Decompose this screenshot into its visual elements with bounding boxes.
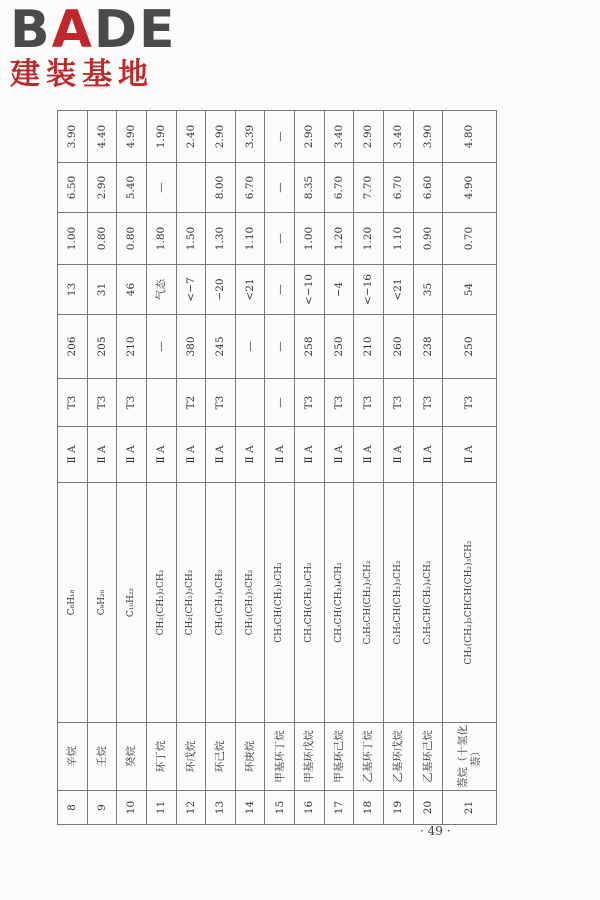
row-number-cell: 20 <box>413 791 443 825</box>
explosion-class-cell: Ⅱ A <box>443 427 497 483</box>
chemical-formula-cell: CH₂(CH₂)₅CH₂ <box>235 483 265 723</box>
explosion-class-cell: Ⅱ A <box>413 427 443 483</box>
rotated-table-container <box>57 111 497 825</box>
substance-name-cell: 乙基环戊烷 <box>384 723 414 791</box>
vapor-density-cell: — <box>265 111 295 163</box>
ignition-temp-cell: 238 <box>413 315 443 379</box>
substance-name-cell: 壬烷 <box>87 723 117 791</box>
row-number-cell: 12 <box>176 791 206 825</box>
explosion-class-cell: Ⅱ A <box>324 427 354 483</box>
explosion-class-cell: Ⅱ A <box>354 427 384 483</box>
vapor-density-cell: 4.80 <box>443 111 497 163</box>
temperature-group-cell <box>146 379 176 427</box>
lower-limit-cell: 1.00 <box>58 213 88 265</box>
explosion-class-cell: Ⅱ A <box>235 427 265 483</box>
chemical-formula-cell: CH₃CH(CH₂)₄CH₂ <box>324 483 354 723</box>
ignition-temp-cell: — <box>235 315 265 379</box>
upper-limit-cell: 6.60 <box>413 163 443 213</box>
table-row <box>87 111 117 825</box>
row-number-cell: 15 <box>265 791 295 825</box>
vapor-density-cell: 2.40 <box>176 111 206 163</box>
substance-name-cell: 萘烷（十氢化萘） <box>443 723 497 791</box>
chemical-formula-cell: C₈H₁₈ <box>58 483 88 723</box>
explosion-class-cell: Ⅱ A <box>87 427 117 483</box>
flash-point-cell: 35 <box>413 265 443 315</box>
vapor-density-cell: 3.39 <box>235 111 265 163</box>
flash-point-cell: −4 <box>324 265 354 315</box>
temperature-group-cell: T2 <box>176 379 206 427</box>
temperature-group-cell: T3 <box>384 379 414 427</box>
flash-point-cell: 气态 <box>146 265 176 315</box>
lower-limit-cell: 1.30 <box>206 213 236 265</box>
row-number-cell: 11 <box>146 791 176 825</box>
upper-limit-cell <box>176 163 206 213</box>
logo-brand: BADE <box>10 0 177 60</box>
substance-name-cell: 环丁烷 <box>146 723 176 791</box>
explosion-class-cell: Ⅱ A <box>58 427 88 483</box>
row-number-cell: 10 <box>117 791 147 825</box>
vapor-density-cell: 3.40 <box>384 111 414 163</box>
ignition-temp-cell: — <box>265 315 295 379</box>
table-row <box>295 111 325 825</box>
explosion-class-cell: Ⅱ A <box>265 427 295 483</box>
vapor-density-cell: 2.90 <box>354 111 384 163</box>
substance-name-cell: 乙基环丁烷 <box>354 723 384 791</box>
table-row <box>206 111 236 825</box>
lower-limit-cell: 1.50 <box>176 213 206 265</box>
table-row <box>176 111 206 825</box>
flash-point-cell: −20 <box>206 265 236 315</box>
chemical-formula-cell: C₂H₅CH(CH₂)₄CH₂ <box>413 483 443 723</box>
table-row <box>324 111 354 825</box>
upper-limit-cell: 6.70 <box>384 163 414 213</box>
upper-limit-cell: 8.35 <box>295 163 325 213</box>
substance-name-cell: 辛烷 <box>58 723 88 791</box>
substance-name-cell: 环庚烷 <box>235 723 265 791</box>
row-number-cell: 19 <box>384 791 414 825</box>
lower-limit-cell: 0.80 <box>87 213 117 265</box>
lower-limit-cell: 1.20 <box>354 213 384 265</box>
ignition-temp-cell: 205 <box>87 315 117 379</box>
lower-limit-cell: 1.10 <box>235 213 265 265</box>
chemical-formula-cell: CH₂(CH₂)₂CH₂ <box>146 483 176 723</box>
lower-limit-cell: 1.20 <box>324 213 354 265</box>
ignition-temp-cell: 250 <box>443 315 497 379</box>
flash-point-cell: 31 <box>87 265 117 315</box>
substance-name-cell: 甲基环丁烷 <box>265 723 295 791</box>
page-number: · 49 · <box>420 824 451 838</box>
chemical-formula-cell: CH₂(CH₂)₃CH₂ <box>176 483 206 723</box>
lower-limit-cell: 1.10 <box>384 213 414 265</box>
vapor-density-cell: 4.40 <box>87 111 117 163</box>
upper-limit-cell: 2.90 <box>87 163 117 213</box>
temperature-group-cell: — <box>265 379 295 427</box>
row-number-cell: 17 <box>324 791 354 825</box>
ignition-temp-cell: 260 <box>384 315 414 379</box>
ignition-temp-cell: 250 <box>324 315 354 379</box>
substance-name-cell: 甲基环戊烷 <box>295 723 325 791</box>
vapor-density-cell: 3.90 <box>58 111 88 163</box>
temperature-group-cell <box>235 379 265 427</box>
vapor-density-cell: 1.90 <box>146 111 176 163</box>
upper-limit-cell: 4.90 <box>443 163 497 213</box>
chemical-formula-cell: CH₃CH(CH₂)₃CH₂ <box>295 483 325 723</box>
vapor-density-cell: 3.90 <box>413 111 443 163</box>
hydrocarbon-table <box>57 110 497 825</box>
table-row <box>413 111 443 825</box>
upper-limit-cell: 8.00 <box>206 163 236 213</box>
lower-limit-cell: 1.00 <box>295 213 325 265</box>
vapor-density-cell: 2.90 <box>295 111 325 163</box>
lower-limit-cell: 1.80 <box>146 213 176 265</box>
upper-limit-cell: — <box>265 163 295 213</box>
table-row <box>117 111 147 825</box>
temperature-group-cell: T3 <box>295 379 325 427</box>
table-row <box>354 111 384 825</box>
flash-point-cell: 13 <box>58 265 88 315</box>
upper-limit-cell: 6.50 <box>58 163 88 213</box>
flash-point-cell: <−7 <box>176 265 206 315</box>
row-number-cell: 16 <box>295 791 325 825</box>
temperature-group-cell: T3 <box>206 379 236 427</box>
table-row <box>265 111 295 825</box>
flash-point-cell: <21 <box>235 265 265 315</box>
upper-limit-cell: 6.70 <box>235 163 265 213</box>
vapor-density-cell: 3.40 <box>324 111 354 163</box>
chemical-formula-cell: C₁₀H₂₂ <box>117 483 147 723</box>
row-number-cell: 13 <box>206 791 236 825</box>
flash-point-cell: <−16 <box>354 265 384 315</box>
temperature-group-cell: T3 <box>58 379 88 427</box>
ignition-temp-cell: 380 <box>176 315 206 379</box>
ignition-temp-cell: 206 <box>58 315 88 379</box>
explosion-class-cell: Ⅱ A <box>295 427 325 483</box>
explosion-class-cell: Ⅱ A <box>206 427 236 483</box>
row-number-cell: 21 <box>443 791 497 825</box>
substance-name-cell: 癸烷 <box>117 723 147 791</box>
vapor-density-cell: 2.90 <box>206 111 236 163</box>
chemical-formula-cell: C₉H₂₀ <box>87 483 117 723</box>
substance-name-cell: 甲基环己烷 <box>324 723 354 791</box>
lower-limit-cell: 0.90 <box>413 213 443 265</box>
explosion-class-cell: Ⅱ A <box>146 427 176 483</box>
flash-point-cell: — <box>265 265 295 315</box>
upper-limit-cell: — <box>146 163 176 213</box>
table-row <box>443 111 497 825</box>
substance-name-cell: 乙基环己烷 <box>413 723 443 791</box>
chemical-formula-cell: CH₂(CH₂)₄CH₂ <box>206 483 236 723</box>
temperature-group-cell: T3 <box>117 379 147 427</box>
explosion-class-cell: Ⅱ A <box>176 427 206 483</box>
explosion-class-cell: Ⅱ A <box>117 427 147 483</box>
table-row <box>146 111 176 825</box>
row-number-cell: 14 <box>235 791 265 825</box>
flash-point-cell: <21 <box>384 265 414 315</box>
temperature-group-cell: T3 <box>324 379 354 427</box>
substance-name-cell: 环戊烷 <box>176 723 206 791</box>
ignition-temp-cell: 245 <box>206 315 236 379</box>
flash-point-cell: <−10 <box>295 265 325 315</box>
lower-limit-cell: — <box>265 213 295 265</box>
table-row <box>58 111 88 825</box>
lower-limit-cell: 0.80 <box>117 213 147 265</box>
logo-subtitle: 建装基地 <box>10 57 154 92</box>
flash-point-cell: 46 <box>117 265 147 315</box>
ignition-temp-cell: 210 <box>354 315 384 379</box>
temperature-group-cell: T3 <box>87 379 117 427</box>
temperature-group-cell: T3 <box>413 379 443 427</box>
temperature-group-cell: T3 <box>443 379 497 427</box>
row-number-cell: 9 <box>87 791 117 825</box>
row-number-cell: 8 <box>58 791 88 825</box>
substance-name-cell: 环己烷 <box>206 723 236 791</box>
flash-point-cell: 54 <box>443 265 497 315</box>
chemical-formula-cell: CH₂(CH₂)₃CHCH(CH₂)₃CH₂ <box>443 483 497 723</box>
ignition-temp-cell: 258 <box>295 315 325 379</box>
vapor-density-cell: 4.90 <box>117 111 147 163</box>
table-row <box>384 111 414 825</box>
upper-limit-cell: 6.70 <box>324 163 354 213</box>
chemical-formula-cell: CH₃CH(CH₂)₂CH₂ <box>265 483 295 723</box>
chemical-formula-cell: C₂H₅CH(CH₂)₃CH₂ <box>384 483 414 723</box>
temperature-group-cell: T3 <box>354 379 384 427</box>
bade-logo <box>10 0 177 92</box>
upper-limit-cell: 7.70 <box>354 163 384 213</box>
ignition-temp-cell: 210 <box>117 315 147 379</box>
lower-limit-cell: 0.70 <box>443 213 497 265</box>
upper-limit-cell: 5.40 <box>117 163 147 213</box>
table-row <box>235 111 265 825</box>
explosion-class-cell: Ⅱ A <box>384 427 414 483</box>
chemical-formula-cell: C₂H₅CH(CH₂)₂CH₂ <box>354 483 384 723</box>
ignition-temp-cell: — <box>146 315 176 379</box>
row-number-cell: 18 <box>354 791 384 825</box>
